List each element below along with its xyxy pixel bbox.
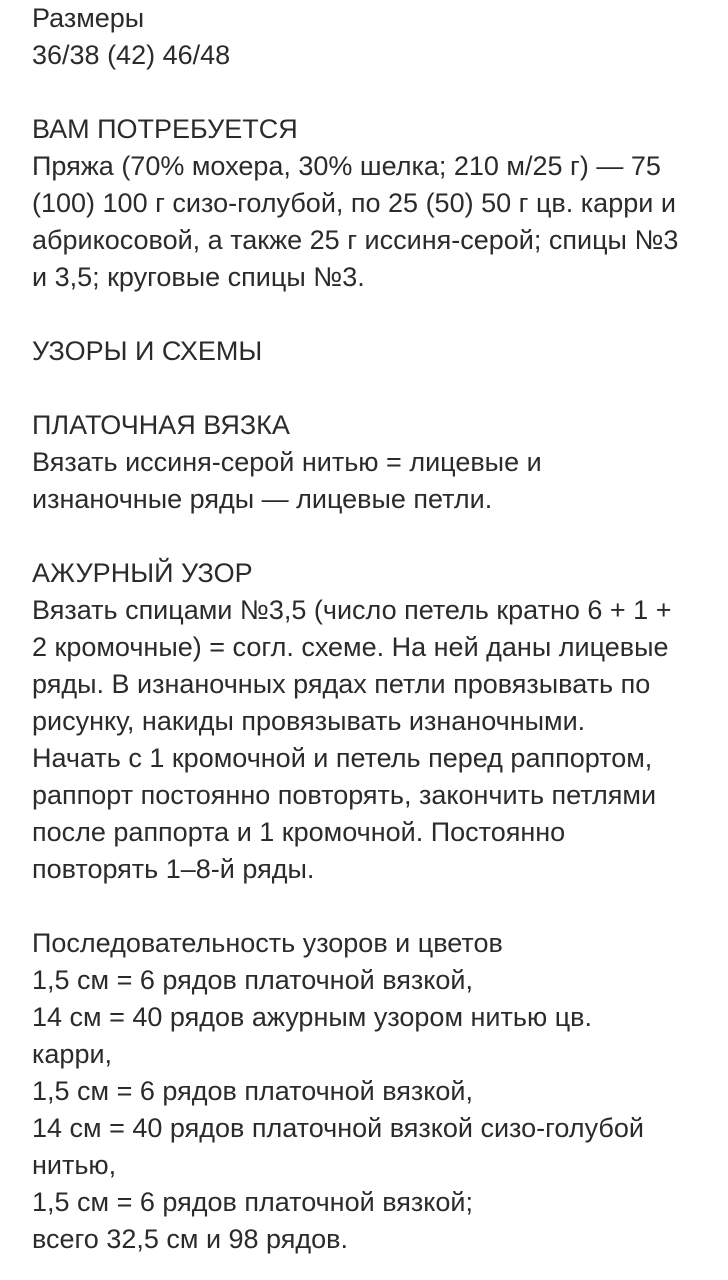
- sequence-line: карри,: [32, 1039, 113, 1069]
- paragraph-gap: [32, 296, 722, 333]
- garter-heading: ПЛАТОЧНАЯ ВЯЗКА: [32, 410, 290, 440]
- lace-line: Начать с 1 кромочной и петель перед раппортом,: [32, 743, 653, 773]
- requirements-line: Пряжа (70% мохера, 30% шелка; 210 м/25 г) — 75: [32, 151, 661, 181]
- document-text: [32, 0, 722, 1258]
- sequence-line: 1,5 см = 6 рядов платочной вязкой;: [32, 1187, 473, 1217]
- requirements-line: абрикосовой, а также 25 г иссиня-серой; спицы №3: [32, 225, 679, 255]
- lace-line: рисунку, накиды провязывать изнаночными.: [32, 706, 586, 736]
- lace-line: ряды. В изнаночных рядах петли провязывать по: [32, 669, 651, 699]
- sequence-line: 1,5 см = 6 рядов платочной вязкой,: [32, 965, 473, 995]
- lace-line: после раппорта и 1 кромочной. Постоянно: [32, 817, 566, 847]
- sequence-line: нитью,: [32, 1150, 117, 1180]
- garter-line: Вязать иссиня-серой нитью = лицевые и: [32, 447, 542, 477]
- sequence-line: 14 см = 40 рядов платочной вязкой сизо-голубой: [32, 1113, 644, 1143]
- lace-heading: АЖУРНЫЙ УЗОР: [32, 558, 253, 588]
- sequence-line: всего 32,5 см и 98 рядов.: [32, 1224, 349, 1254]
- sizes-values: 36/38 (42) 46/48: [32, 40, 231, 70]
- sizes-heading: Размеры: [32, 3, 145, 33]
- lace-line: раппорт постоянно повторять, закончить петлями: [32, 780, 657, 810]
- sequence-line: 14 см = 40 рядов ажурным узором нитью цв.: [32, 1002, 592, 1032]
- paragraph-gap: [32, 370, 722, 407]
- sequence-heading: Последовательность узоров и цветов: [32, 928, 503, 958]
- sequence-line: 1,5 см = 6 рядов платочной вязкой,: [32, 1076, 473, 1106]
- paragraph-gap: [32, 74, 722, 111]
- lace-line: повторять 1–8-й ряды.: [32, 854, 315, 884]
- lace-line: Вязать спицами №3,5 (число петель кратно 6 + 1 +: [32, 595, 672, 625]
- requirements-line: и 3,5; круговые спицы №3.: [32, 262, 365, 292]
- lace-line: 2 кромочные) = согл. схеме. На ней даны лицевые: [32, 632, 669, 662]
- paragraph-gap: [32, 888, 722, 925]
- paragraph-gap: [32, 518, 722, 555]
- requirements-heading: ВАМ ПОТРЕБУЕТСЯ: [32, 114, 298, 144]
- patterns-heading: УЗОРЫ И СХЕМЫ: [32, 336, 263, 366]
- garter-line: изнаночные ряды — лицевые петли.: [32, 484, 493, 514]
- requirements-line: (100) 100 г сизо-голубой, по 25 (50) 50 г цв. карри и: [32, 188, 676, 218]
